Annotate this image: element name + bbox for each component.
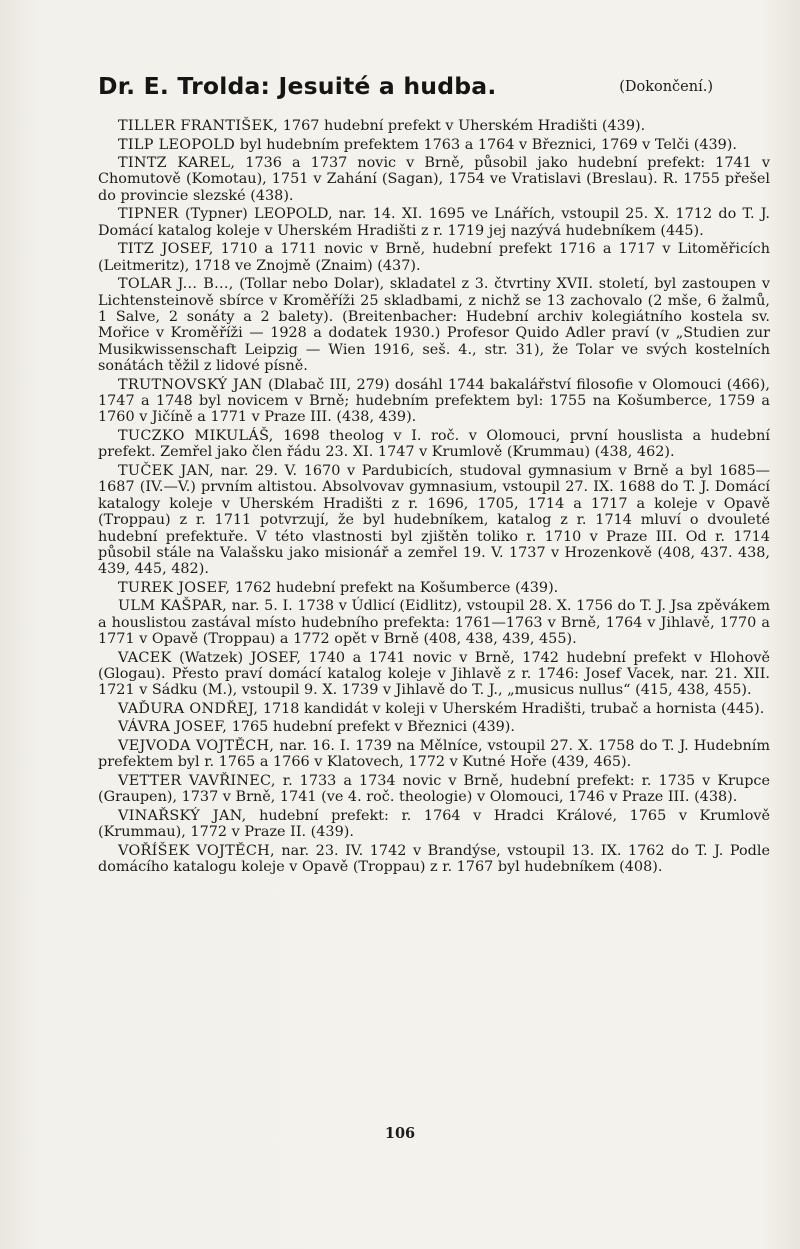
entry [98, 701, 770, 717]
entry-text: nar. 29. V. 1670 v Pardubicích, studoval gymnasium v Brně a byl 1685—1687 (IV.—V.) prvním altistou. Absolvovav gymnasium, vstoupil 27. IX. 1688 do T. J. Domácí katalogy koleje v Uherském Hradišti z r. 1696, 1705, 1714 a 1717 a koleje v Opavě (Troppau) z r. 1711 potvrzují, že byl hudebníkem, katalog z r. 1714 mluví o dvouleté hudební prefektuře. V této vlastnosti byl zjištěn toliko r. 1710 v Praze III. Od r. 1714 působil stále na Valašsku jako misionář a zemřel 19. V. 1737 v Hrozenkově (408, 437. 438, 439, 445, 482). [98, 462, 770, 578]
entry-text: r. 1733 a 1734 novic v Brně, hudební prefekt: r. 1735 v Krupce (Graupen), 1737 v Brně, 1741 (ve 4. roč. theologie) v Olomouci, 1746 v Praze III. (438). [98, 772, 771, 806]
entry [98, 276, 770, 374]
entry-name: TILP LEOPOLD [118, 136, 236, 153]
entry-name: TINTZ KAREL, [118, 155, 236, 171]
entries-list [98, 118, 770, 878]
entry [98, 719, 770, 735]
entry [98, 463, 770, 578]
entry [98, 843, 770, 876]
entry-text: nar. 5. I. 1738 v Údlicí (Eidlitz), vstoupil 28. X. 1756 do T. J. Jsa zpěvákem a houslistou zastával místo hudebního prefekta: 1761—1763 v Brně, 1764 v Jihlavě, 1770 a 1771 v Opavě (Troppau) a 1772 opět v Brně (408, 438, 439, 455). [98, 598, 771, 648]
entry [98, 137, 770, 153]
entry-name: TITZ JOSEF, [118, 241, 214, 258]
entry [98, 206, 770, 239]
entry-text: (Watzek) JOSEF, 1740 a 1741 novic v Brně, 1742 hudební prefekt v Hlohově (Glogau). Přesto praví domácí katalog koleje v Jihlavě z r. 1746: Josef Vacek, nar. 21. XII. 1721 v Sádku (M.), vstoupil 9. X. 1739 v Jihlavě do T. J., „musicus nullus“ (415, 438, 455). [98, 649, 770, 699]
entry-text: (Dlabač III, 279) dosáhl 1744 bakalářství filosofie v Olomouci (466), 1747 a 1748 byl novicem v Brně; hudebním prefektem byl: 1755 na Košumberce, 1759 a 1760 v Jičíně a 1771 v Praze III. (438, 439). [98, 376, 770, 426]
entry-name: VETTER VAVŘINEC, [118, 772, 276, 789]
entry-text: (Tollar nebo Dolar), skladatel z 3. čtvrtiny XVII. století, byl zastoupen v Lichtensteinově sbírce v Kroměříži 25 skladbami, z nichž se 13 zachovalo (2 mše, 6 žalmů, 1 Salve, 2 sonáty a 2 balety). (Breitenbacher: Hudební archiv kolegiátního kostela sv. Mořice v Kroměříži — 1928 a dodatek 1930.) Profesor Quido Adler praví (v „Studien zur Musikwissenschaft Leipzig — Wien 1916, seš. 4., str. 31), že Tolar ve svých kostelních sonátách těžil z lidové písně. [98, 276, 771, 375]
entry-name: TUREK JOSEF, [118, 579, 231, 596]
entry-text: nar. 23. IV. 1742 v Brandýse, vstoupil 13. IX. 1762 do T. J. Podle domácího katalogu koleje v Opavě (Troppau) z r. 1767 byl hudebníkem (408). [98, 842, 770, 876]
entry-text: 1762 hudební prefekt na Košumberce (439). [234, 579, 559, 596]
entry-name: VOŘÍŠEK VOJTĚCH, [118, 842, 275, 859]
page-header [98, 72, 713, 112]
entry-name: TOLAR J... B..., [118, 276, 234, 293]
entry [98, 377, 770, 426]
entry-name: TILLER FRANTIŠEK, [118, 118, 279, 134]
entry-text: 1767 hudební prefekt v Uherském Hradišti (439). [282, 118, 646, 134]
article-title: Dr. E. Trolda: Jesuité a hudba. [98, 72, 497, 100]
entry-text: 1698 theolog v I. roč. v Olomouci, první houslista a hudební prefekt. Zemřel jako člen řádu 23. XI. 1747 v Krumlově (Krummau) (438, 462). [98, 427, 770, 461]
entry [98, 241, 770, 274]
entry-text: byl hudebním prefektem 1763 a 1764 v Březnici, 1769 v Telči (439). [239, 136, 737, 153]
entry [98, 580, 770, 596]
page-number: 106 [384, 1125, 416, 1142]
entry [98, 650, 770, 699]
entry-text: 1765 hudební prefekt v Březnici (439). [231, 719, 515, 736]
entry [98, 118, 770, 134]
entry-text: hudební prefekt: r. 1764 v Hradci Králové, 1765 v Krumlově (Krummau), 1772 v Praze II. (439). [98, 807, 771, 841]
entry-text: 1710 a 1711 novic v Brně, hudební prefekt 1716 a 1717 v Litoměřicích (Leitmeritz), 1718 ve Znojmě (Znaim) (437). [98, 241, 770, 274]
entry [98, 428, 770, 461]
continuation-note: (Dokončení.) [619, 79, 713, 95]
entry-name: VACEK [118, 649, 172, 666]
entry-text: 1736 a 1737 novic v Brně, působil jako hudební prefekt: 1741 v Chomutově (Komotau), 1751 v Zahání (Sagan), 1754 ve Vratislavi (Breslau). R. 1755 přešel do provincie slezské (438). [98, 155, 770, 204]
entry-name: VINAŘSKÝ JAN, [118, 807, 247, 824]
entry-text: 1718 kandidát v koleji v Uherském Hradišti, trubač a hornista (445). [262, 700, 765, 717]
entry-text: nar. 16. I. 1739 na Mělníce, vstoupil 27. X. 1758 do T. J. Hudebním prefektem byl r. 1765 a 1766 v Klatovech, 1772 v Kutné Hoře (439, 465). [98, 737, 771, 771]
entry [98, 808, 770, 841]
entry-name: ULM KAŠPAR, [118, 598, 227, 615]
entry-name: VEJVODA VOJTĚCH, [118, 737, 275, 754]
entry [98, 738, 770, 771]
entry-name: TIPNER [118, 206, 179, 223]
entry-name: TRUTNOVSKÝ JAN [118, 376, 263, 393]
entry [98, 155, 770, 204]
entry [98, 773, 770, 806]
entry [98, 598, 770, 647]
entry-name: VAĎURA ONDŘEJ, [118, 700, 259, 717]
entry-name: VÁVRA JOSEF, [118, 719, 228, 736]
entry-name: TUČEK JAN, [118, 462, 215, 479]
entry-name: TUCZKO MIKULÁŠ, [118, 427, 274, 444]
entry-text: (Typner) LEOPOLD, nar. 14. XI. 1695 ve Lnářích, vstoupil 25. X. 1712 do T. J. Domácí katalog koleje v Uherském Hradišti z r. 1719 jej nazývá hudebníkem (445). [98, 206, 770, 239]
